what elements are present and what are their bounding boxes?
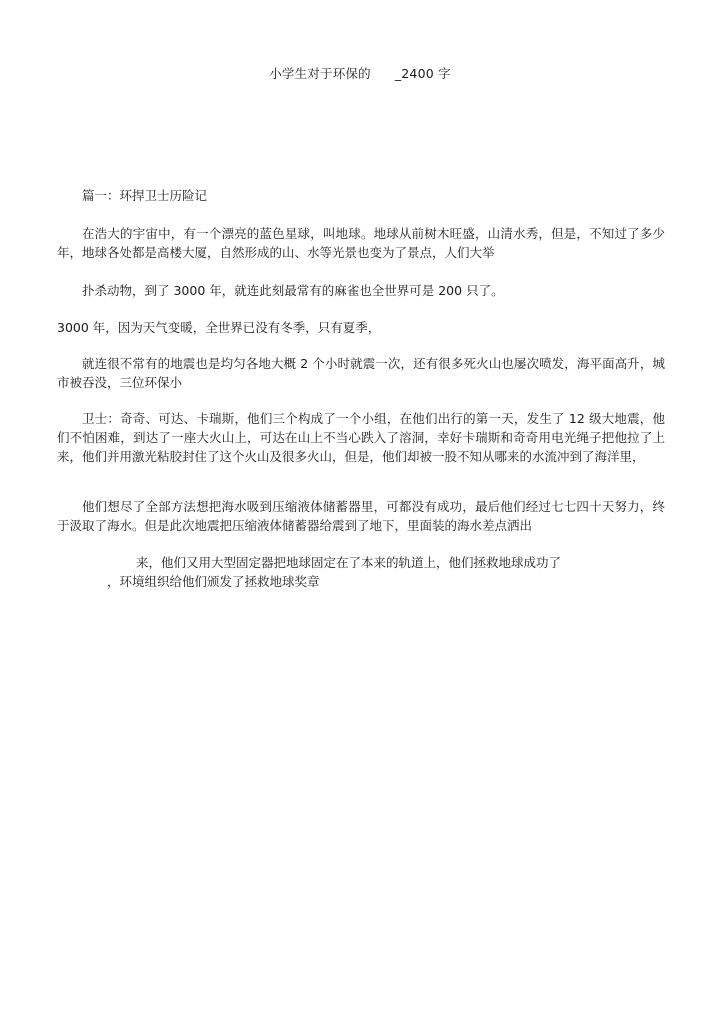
paragraph-4: 就连很不常有的地震也是均匀各地大概 2 个小时就震一次，还有很多死火山也屡次喷发，海平面高升，城市被吞没，三位环保小 [57, 356, 665, 390]
title-main: 小学生对于环保的 [269, 66, 371, 81]
closing-line-2: ，环境组织给他们颁发了拯救地球奖章 [107, 574, 320, 589]
closing-line-1: 来，他们又用大型固定器把地球固定在了本来的轨道上，他们拯救地球成功了 [136, 555, 562, 570]
paragraph-2: 扑杀动物，到了 3000 年，就连此刻最常有的麻雀也全世界可是 200 只了。 [82, 283, 504, 298]
page-title [0, 64, 720, 82]
section-heading: 篇一：环捍卫士历险记 [82, 188, 208, 203]
title-suffix: _2400 字 [394, 66, 451, 81]
paragraph-1: 在浩大的宇宙中，有一个漂亮的蓝色星球，叫地球。地球从前树木旺盛，山清水秀，但是，不知过了多少年，地球各处都是高楼大厦，自然形成的山、水等光景也变为了景点，人们大举 [57, 226, 665, 260]
paragraph-6: 他们想尽了全部方法想把海水吸到压缩液体储蓄器里，可都没有成功，最后他们经过七七四十天努力，终于汲取了海水。但是此次地震把压缩液体储蓄器给震到了地下，里面装的海水差点洒出 [57, 499, 665, 533]
paragraph-3: 3000 年，因为天气变暖，全世界已没有冬季，只有夏季， [57, 320, 381, 335]
paragraph-5: 卫士：奇奇、可达、卡瑞斯，他们三个构成了一个小组，在他们出行的第一天，发生了 12 级大地震，他们不怕困难，到达了一座大火山上，可达在山上不当心跌入了溶洞，幸好卡瑞斯和奇奇用电光绳子把他拉了上来，他们并用激光粘胶封住了这个火山及很多火山，但是，他们却被一股不知从哪来的水流冲到了海洋里， [57, 411, 665, 464]
